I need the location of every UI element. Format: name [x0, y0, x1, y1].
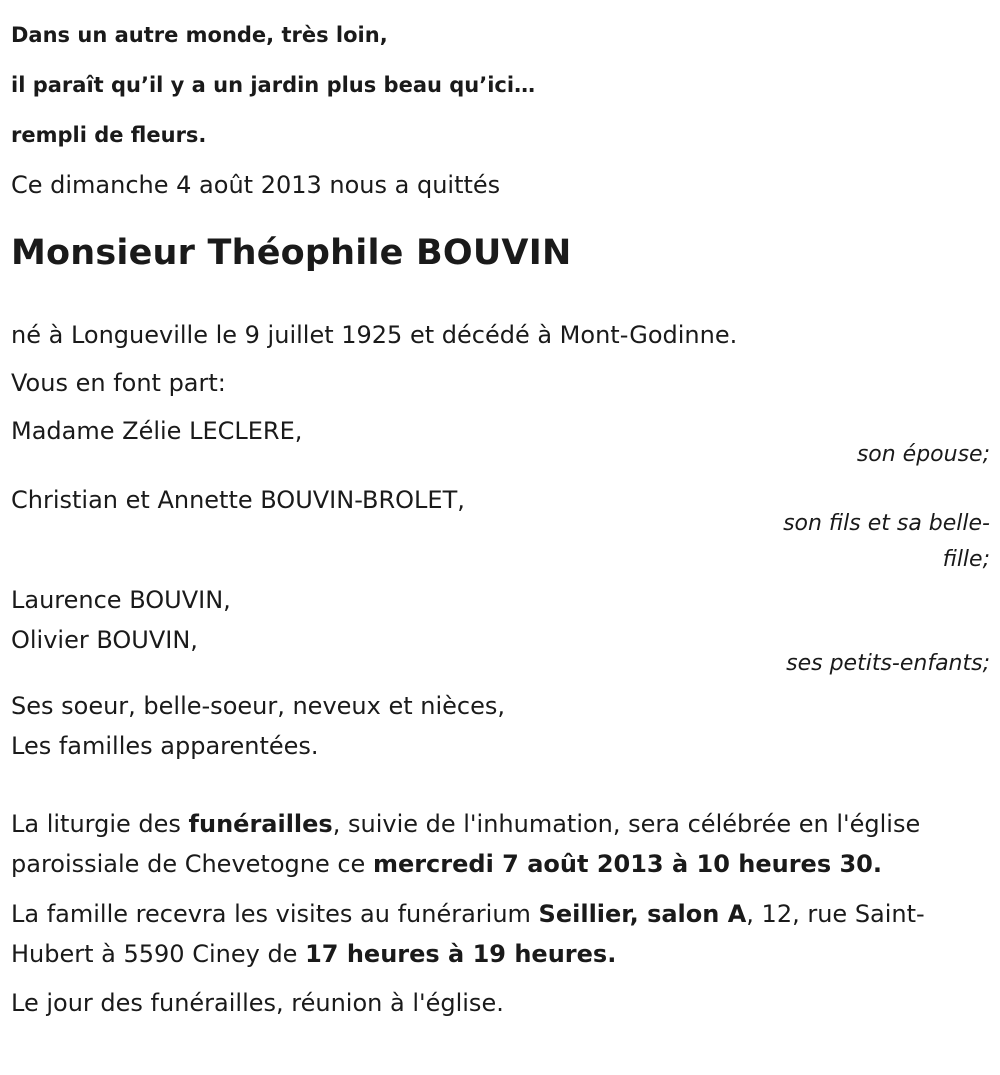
relatives-line-1: Ses soeur, belle-soeur, neveux et nièces,	[11, 692, 506, 720]
grandchild-name: Olivier BOUVIN,	[11, 626, 198, 654]
birth-death-info: né à Longueville le 9 juillet 1925 et décédé à Mont-Godinne.	[11, 321, 738, 349]
relatives-line-2: Les familles apparentées.	[11, 732, 319, 760]
liturgy-datetime: mercredi 7 août 2013 à 10 heures 30.	[372, 850, 882, 878]
visits-text-2: , 12, rue Saint-Hubert à 5590 Ciney de	[11, 900, 925, 968]
visits-location: Seillier, salon A	[538, 900, 747, 928]
visits-text-1: La famille recevra les visites au funérarium	[11, 900, 539, 928]
grandchild-name: Laurence BOUVIN,	[11, 586, 231, 614]
deceased-name: Monsieur Théophile BOUVIN	[11, 233, 572, 273]
death-date-intro: Ce dimanche 4 août 2013 nous a quittés	[11, 171, 501, 199]
poem-line-1: Dans un autre monde, très loin,	[11, 23, 388, 47]
liturgy-text-2: , suivie de l'inhumation, sera célébrée en l'église paroissiale de Chevetogne ce	[11, 810, 921, 878]
son-role-line-2: fille;	[942, 547, 990, 572]
visits-hours: 17 heures à 19 heures.	[305, 940, 617, 968]
final-note: Le jour des funérailles, réunion à l'église.	[11, 989, 504, 1017]
poem-line-3: rempli de fleurs.	[11, 123, 207, 147]
liturgy-bold-1: funérailles	[188, 810, 333, 838]
son-role-line-1: son fils et sa belle-	[783, 511, 990, 536]
poem	[11, 10, 990, 160]
son-name: Christian et Annette BOUVIN-BROLET,	[11, 486, 465, 514]
spouse-name: Madame Zélie LECLERE,	[11, 417, 303, 445]
visits-paragraph	[11, 894, 990, 974]
spouse-role: son épouse;	[856, 442, 990, 467]
poem-line-2: il paraît qu’il y a un jardin plus beau qu’ici…	[11, 73, 536, 97]
liturgy-paragraph	[11, 804, 990, 884]
grandchildren-role: ses petits-enfants;	[786, 651, 990, 676]
obituary-page	[11, 0, 990, 1023]
announcement-label: Vous en font part:	[11, 369, 226, 397]
liturgy-text-1: La liturgie des	[11, 810, 189, 838]
